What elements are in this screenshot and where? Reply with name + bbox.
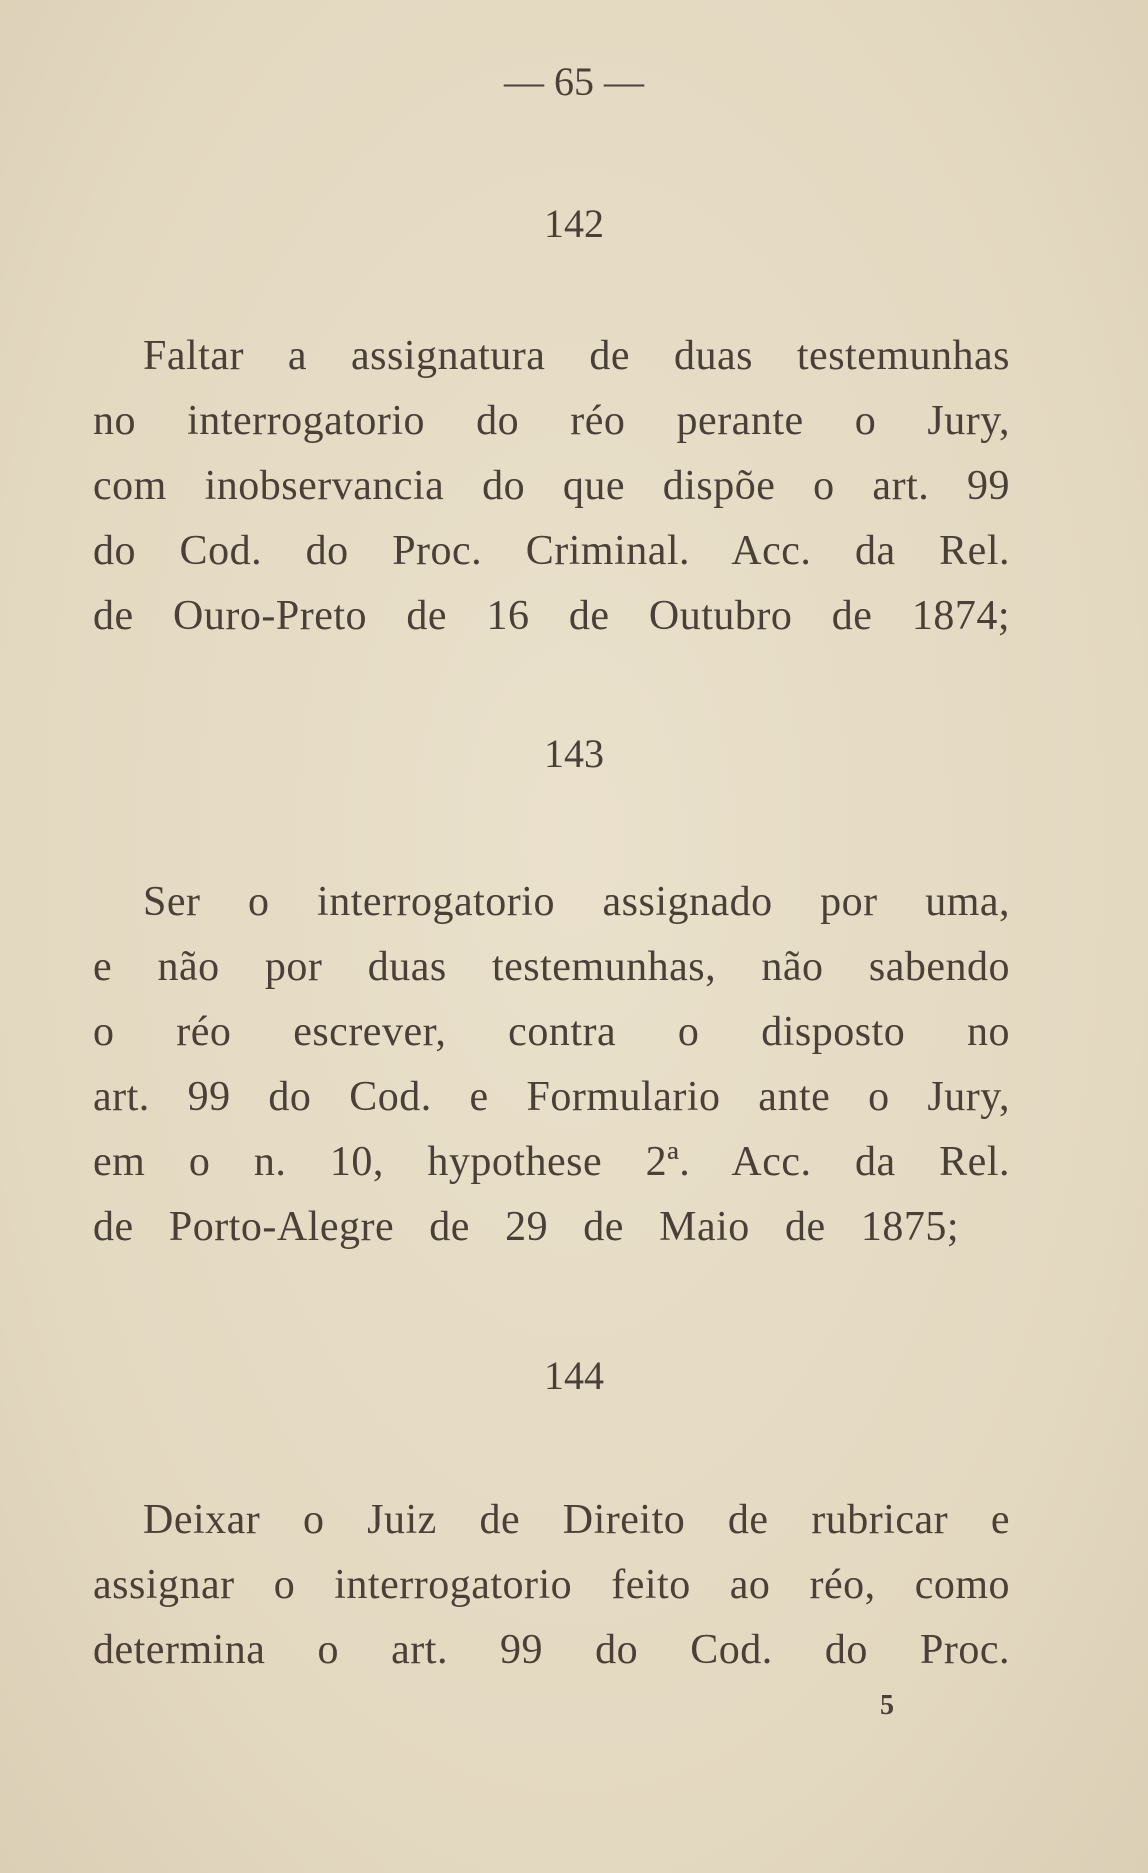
section-143-line: art. 99 do Cod. e Formulario ante o Jury, xyxy=(93,1074,1010,1120)
section-number-142: 142 xyxy=(544,201,604,246)
section-144-line: determina o art. 99 do Cod. do Proc. xyxy=(93,1627,1010,1673)
section-143-line: Ser o interrogatorio assignado por uma, xyxy=(143,879,1010,925)
section-142-line: de Ouro-Preto de 16 de Outubro de 1874; xyxy=(93,593,1010,639)
page-header-number: — 65 — xyxy=(504,59,644,104)
section-143-line: o réo escrever, contra o disposto no xyxy=(93,1009,1010,1055)
section-143-line: e não por duas testemunhas, não sabendo xyxy=(93,944,1010,990)
section-number-143: 143 xyxy=(544,731,604,776)
section-number-144: 144 xyxy=(544,1353,604,1398)
section-142-line: no interrogatorio do réo perante o Jury, xyxy=(93,398,1010,444)
section-144-line: Deixar o Juiz de Direito de rubricar e xyxy=(143,1497,1010,1543)
section-143-line: de Porto-Alegre de 29 de Maio de 1875; xyxy=(93,1204,959,1250)
section-142-line: com inobservancia do que dispõe o art. 99 xyxy=(93,463,1010,509)
section-142-line: do Cod. do Proc. Criminal. Acc. da Rel. xyxy=(93,528,1010,574)
section-144-line: assignar o interrogatorio feito ao réo, como xyxy=(93,1562,1010,1608)
section-143-line: em o n. 10, hypothese 2ª. Acc. da Rel. xyxy=(93,1139,1010,1185)
section-142-line: Faltar a assignatura de duas testemunhas xyxy=(143,333,1010,379)
signature-mark: 5 xyxy=(880,1690,894,1721)
